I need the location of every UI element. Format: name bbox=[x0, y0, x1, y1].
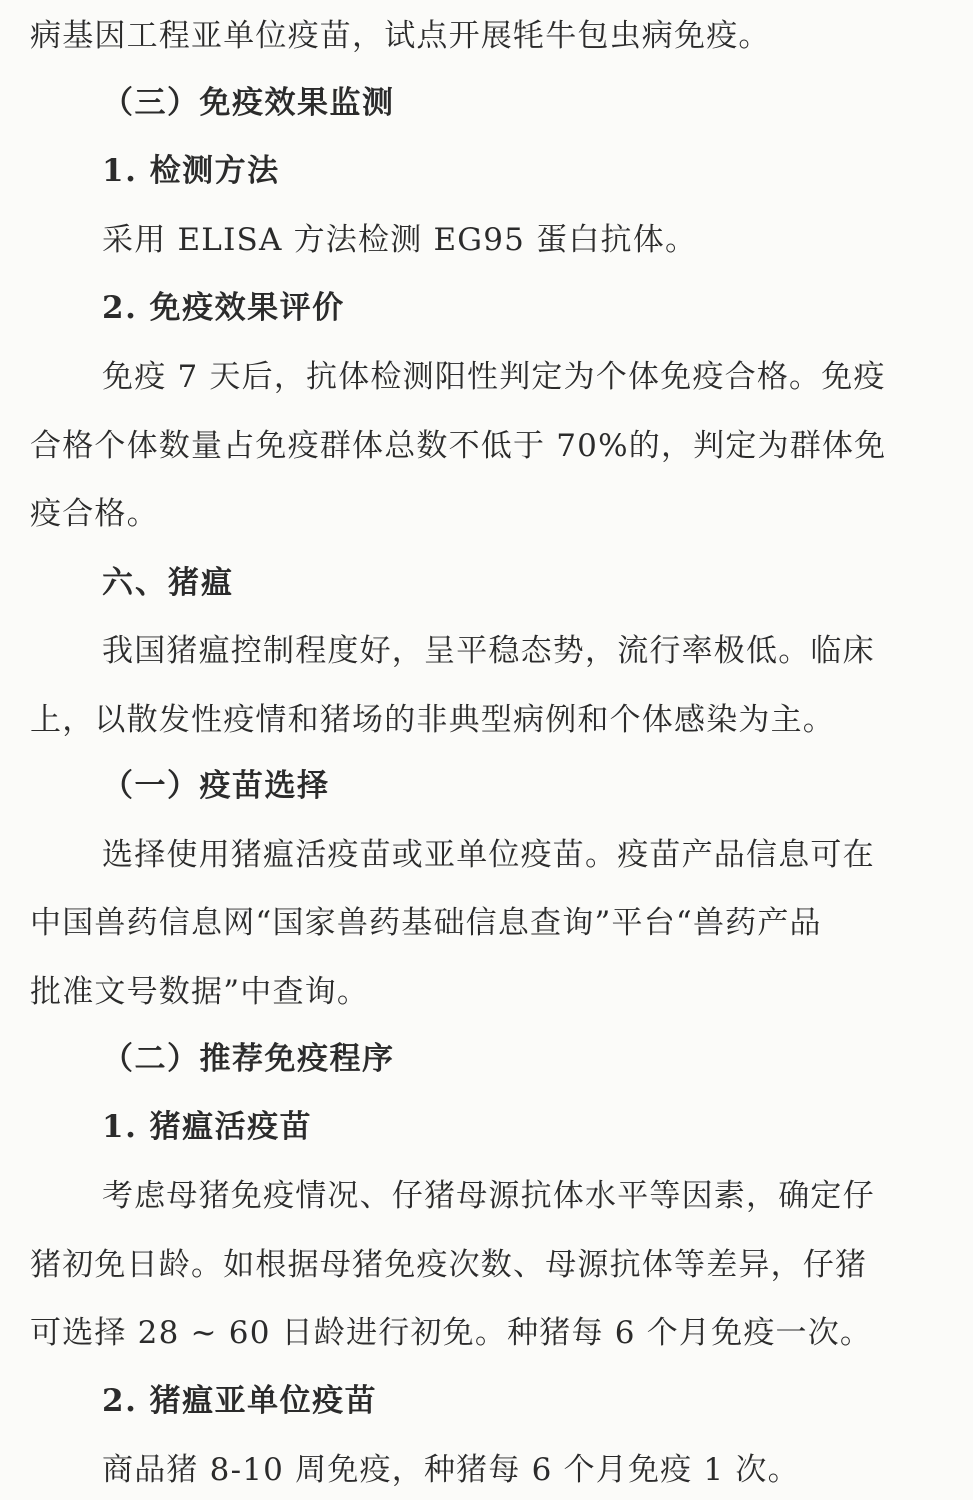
item-heading-evaluation: 2. 免疫效果评价 bbox=[102, 290, 345, 326]
paragraph-line: 上，以散发性疫情和猪场的非典型病例和个体感染为主。 bbox=[30, 702, 835, 738]
subsection-heading-immunization-program: （二）推荐免疫程序 bbox=[102, 1041, 395, 1077]
paragraph-line: 商品猪 8-10 周免疫，种猪每 6 个月免疫 1 次。 bbox=[102, 1452, 800, 1488]
paragraph-line: 合格个体数量占免疫群体总数不低于 70%的，判定为群体免 bbox=[30, 428, 887, 464]
subsection-heading-vaccine-selection: （一）疫苗选择 bbox=[102, 768, 330, 804]
paragraph-line: 考虑母猪免疫情况、仔猪母源抗体水平等因素，确定仔 bbox=[102, 1178, 875, 1214]
item-heading-live-vaccine: 1. 猪瘟活疫苗 bbox=[102, 1109, 313, 1145]
paragraph-line: 疫合格。 bbox=[30, 496, 159, 532]
subsection-heading-monitoring: （三）免疫效果监测 bbox=[102, 85, 395, 121]
paragraph-line: 选择使用猪瘟活疫苗或亚单位疫苗。疫苗产品信息可在 bbox=[102, 837, 875, 873]
paragraph-line: 病基因工程亚单位疫苗，试点开展牦牛包虫病免疫。 bbox=[30, 18, 771, 54]
item-heading-subunit-vaccine: 2. 猪瘟亚单位疫苗 bbox=[102, 1383, 378, 1419]
paragraph-line: 采用 ELISA 方法检测 EG95 蛋白抗体。 bbox=[102, 222, 698, 258]
paragraph-line: 可选择 28 ~ 60 日龄进行初免。种猪每 6 个月免疫一次。 bbox=[30, 1315, 873, 1351]
section-heading-swine-fever: 六、猪瘟 bbox=[102, 565, 234, 601]
paragraph-line: 批准文号数据”中查询。 bbox=[30, 974, 370, 1010]
paragraph-line: 免疫 7 天后，抗体检测阳性判定为个体免疫合格。免疫 bbox=[102, 359, 886, 395]
paragraph-line: 中国兽药信息网“国家兽药基础信息查询”平台“兽药产品 bbox=[30, 905, 822, 941]
paragraph-line: 我国猪瘟控制程度好，呈平稳态势，流行率极低。临床 bbox=[102, 633, 875, 669]
paragraph-line: 猪初免日龄。如根据母猪免疫次数、母源抗体等差异，仔猪 bbox=[30, 1247, 868, 1283]
item-heading-detection-method: 1. 检测方法 bbox=[102, 153, 280, 189]
